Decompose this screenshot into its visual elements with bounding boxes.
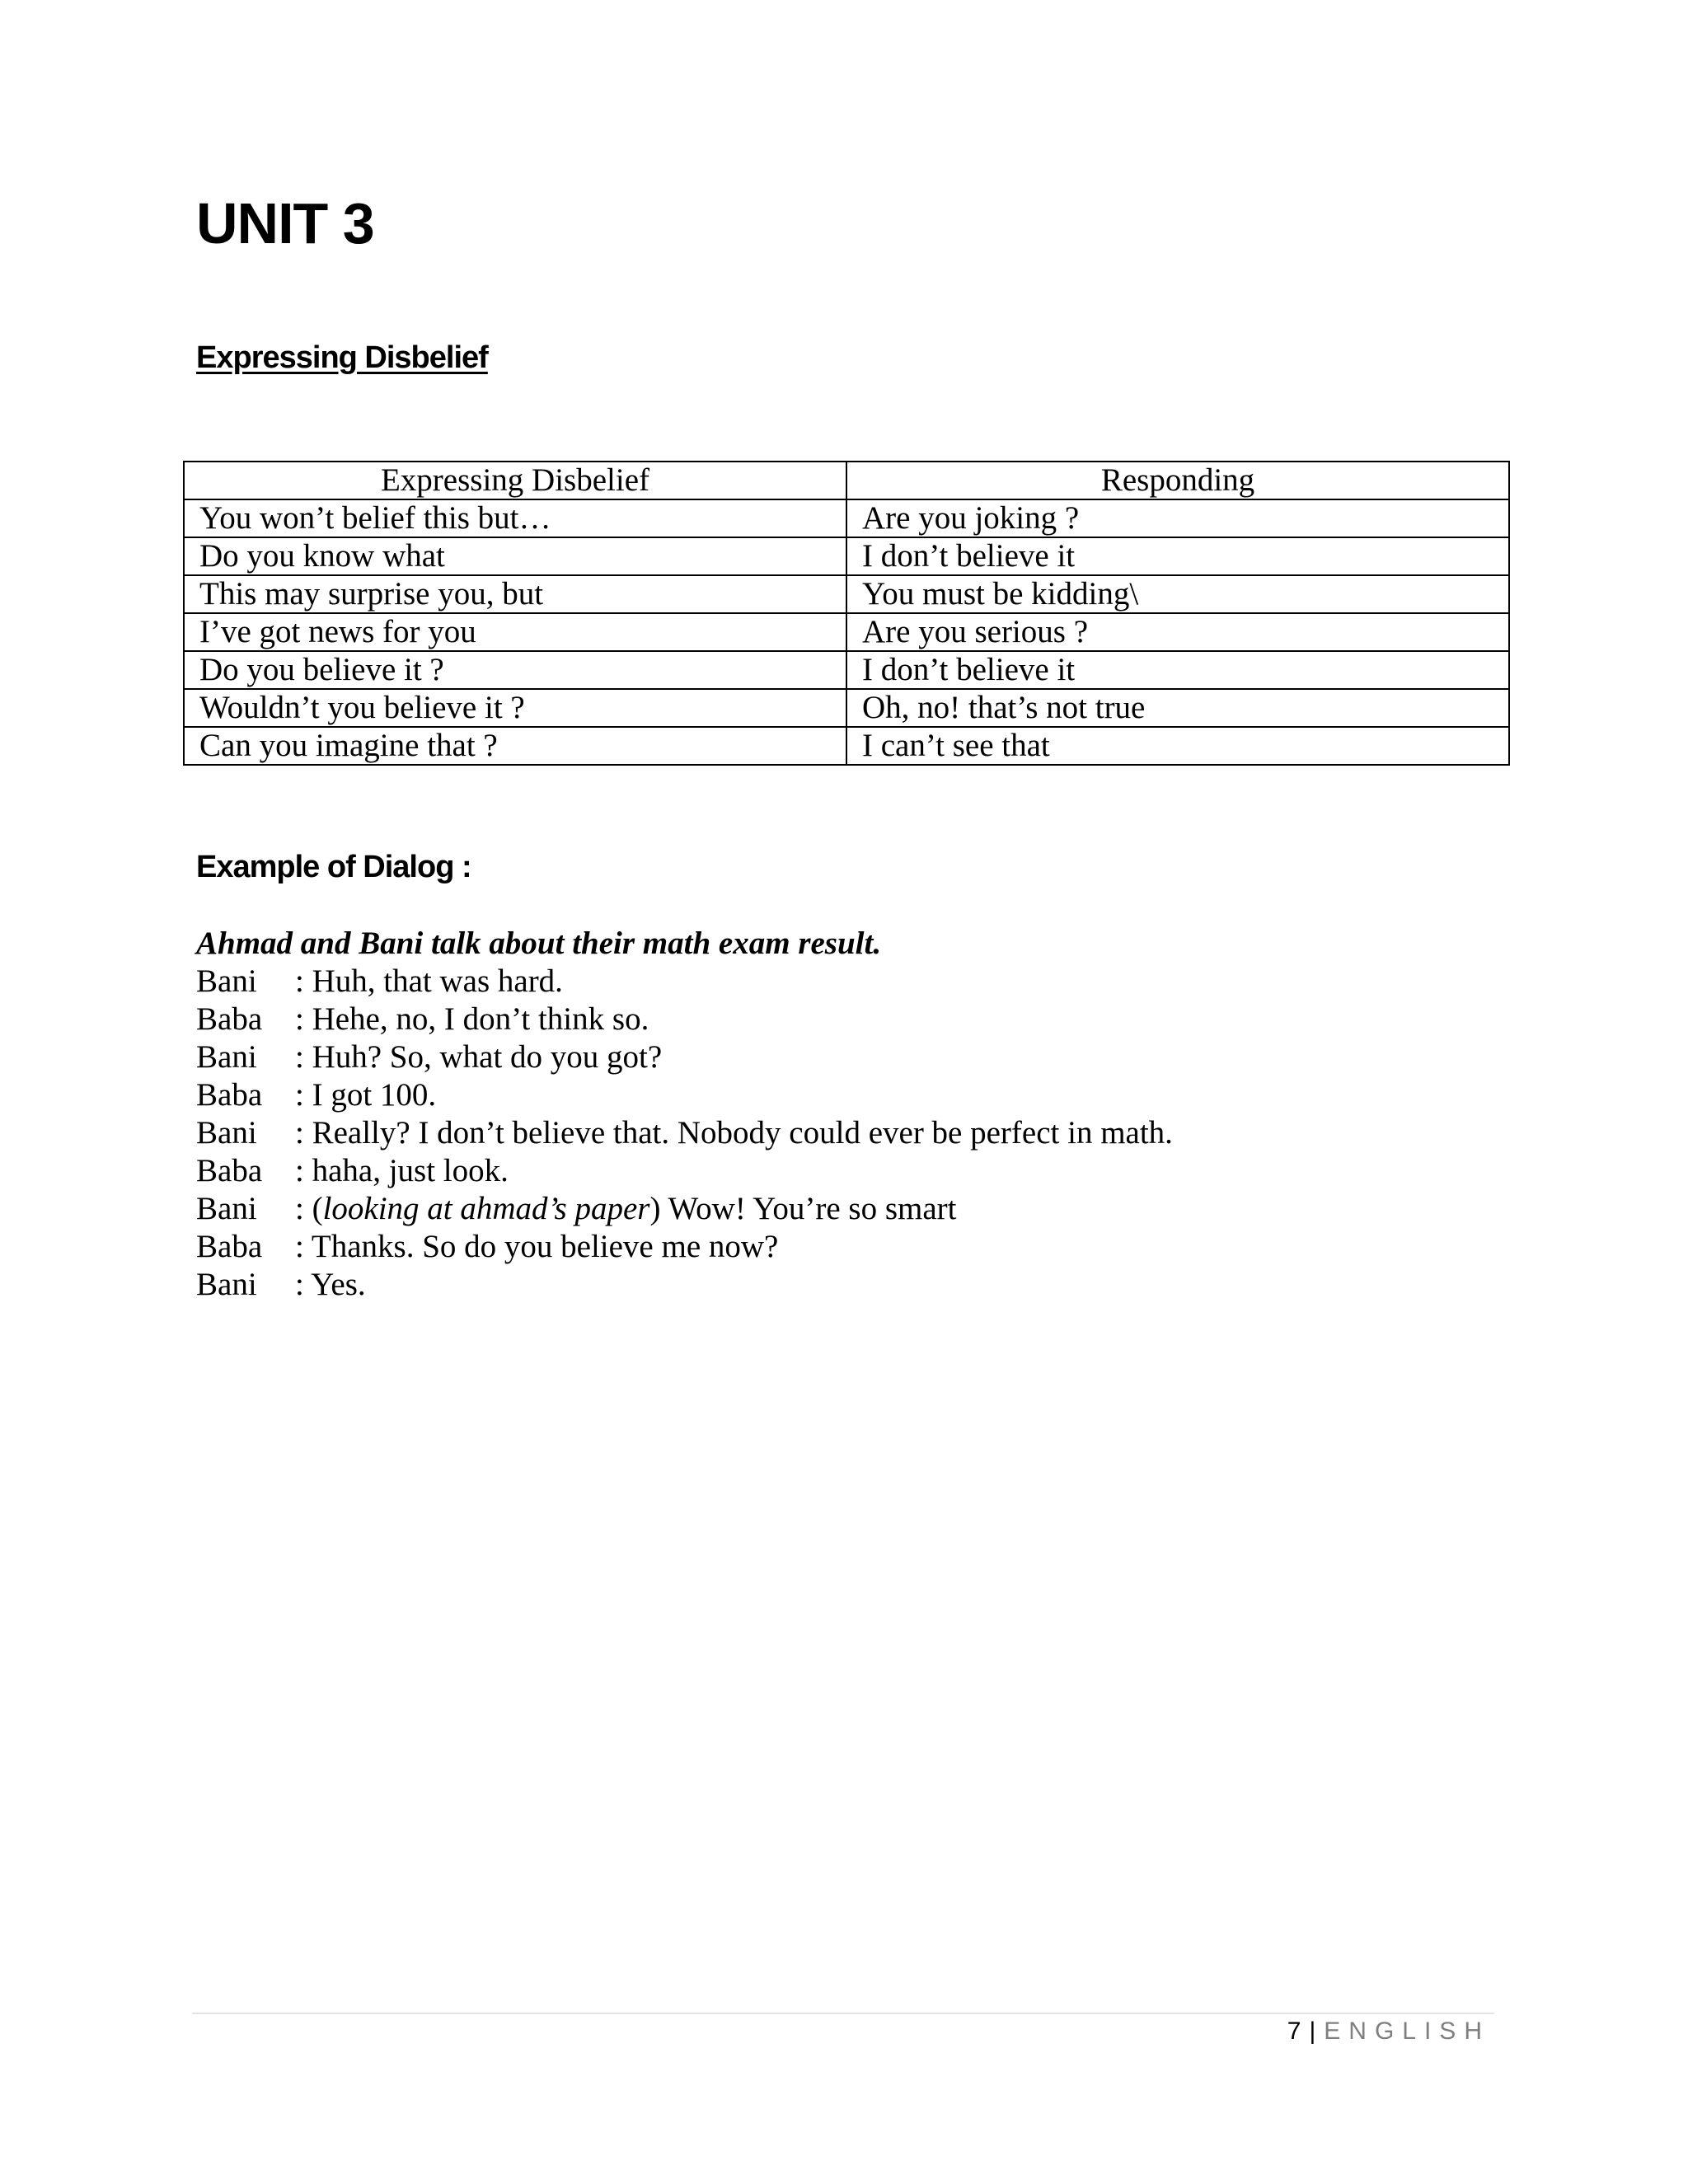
dialog-text: : Hehe, no, I don’t think so.: [295, 1001, 649, 1037]
table-row: [184, 575, 1509, 613]
disbelief-table: [183, 461, 1510, 766]
page-footer: [1287, 2013, 1490, 2044]
speaker-name: Bani: [196, 963, 257, 999]
response-cell: I don’t believe it: [846, 537, 1509, 575]
dialog-text: : Huh, that was hard.: [295, 963, 563, 999]
page-number: 7: [1287, 2018, 1301, 2045]
section-heading: Expressing Disbelief: [196, 340, 488, 375]
response-cell: I can’t see that: [846, 727, 1509, 765]
speaker-name: Baba: [196, 1229, 263, 1264]
dialog-line: [196, 963, 1173, 1001]
dialog-text: : Yes.: [295, 1267, 366, 1302]
expression-cell: This may surprise you, but: [184, 575, 846, 613]
dialog-line: [196, 1114, 1173, 1152]
table-row: [184, 613, 1509, 651]
speaker-name: Bani: [196, 1191, 257, 1226]
expression-cell: I’ve got news for you: [184, 613, 846, 651]
table-row: [184, 727, 1509, 765]
dialog-text: : Thanks. So do you believe me now?: [295, 1229, 779, 1264]
table-row: [184, 499, 1509, 537]
response-cell: You must be kidding\: [846, 575, 1509, 613]
table-header-expressing: Expressing Disbelief: [184, 462, 846, 499]
table-row: [184, 651, 1509, 689]
stage-direction: looking at ahmad’s paper: [322, 1191, 650, 1226]
dialog-text-suffix: ) Wow! You’re so smart: [649, 1191, 957, 1226]
table-row: [184, 537, 1509, 575]
dialog-text: : Really? I don’t believe that. Nobody could ever be perfect in math.: [295, 1115, 1173, 1151]
response-cell: I don’t believe it: [846, 651, 1509, 689]
dialog-text-prefix: : (: [295, 1191, 323, 1226]
dialog-text: : haha, just look.: [295, 1153, 509, 1188]
expression-cell: Wouldn’t you believe it ?: [184, 689, 846, 727]
dialog-line: [196, 1038, 1173, 1076]
dialog-text: : Huh? So, what do you got?: [295, 1039, 663, 1075]
dialog-text: : I got 100.: [295, 1077, 437, 1113]
dialog-block: [196, 925, 1173, 1304]
dialog-line: [196, 1152, 1173, 1190]
dialog-heading: Example of Dialog :: [196, 850, 471, 884]
unit-title: UNIT 3: [196, 191, 374, 255]
speaker-name: Bani: [196, 1115, 257, 1151]
speaker-name: Bani: [196, 1267, 257, 1302]
dialog-line: [196, 1001, 1173, 1038]
footer-label: ENGLISH: [1324, 2018, 1490, 2045]
response-cell: Oh, no! that’s not true: [846, 689, 1509, 727]
speaker-name: Bani: [196, 1039, 257, 1075]
dialog-line: [196, 1076, 1173, 1114]
footer-separator: |: [1309, 2018, 1316, 2045]
table-row: [184, 689, 1509, 727]
expression-cell: Can you imagine that ?: [184, 727, 846, 765]
dialog-intro: Ahmad and Bani talk about their math exam result.: [196, 926, 882, 961]
response-cell: Are you joking ?: [846, 499, 1509, 537]
speaker-name: Baba: [196, 1077, 263, 1113]
speaker-name: Baba: [196, 1153, 263, 1188]
response-cell: Are you serious ?: [846, 613, 1509, 651]
expression-cell: Do you believe it ?: [184, 651, 846, 689]
table-header-responding: Responding: [846, 462, 1509, 499]
dialog-line: [196, 1190, 1173, 1228]
dialog-text: [295, 1190, 956, 1228]
speaker-name: Baba: [196, 1001, 263, 1037]
expression-cell: Do you know what: [184, 537, 846, 575]
expression-cell: You won’t belief this but…: [184, 499, 846, 537]
dialog-line: [196, 1266, 1173, 1304]
dialog-line: [196, 1228, 1173, 1266]
table-header-row: [184, 462, 1509, 499]
